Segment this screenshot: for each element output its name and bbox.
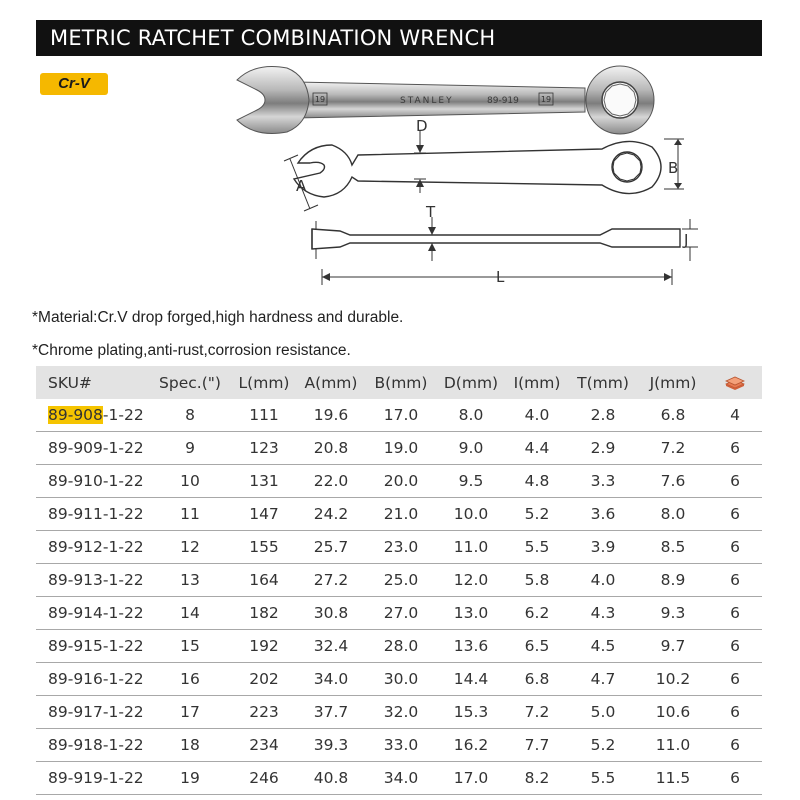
cell-d: 15.3 xyxy=(436,696,506,729)
cell-a: 22.0 xyxy=(296,465,366,498)
label-a: A xyxy=(296,177,307,195)
cell-j: 10.2 xyxy=(638,663,708,696)
table-row xyxy=(36,432,762,465)
cell-t: 4.7 xyxy=(568,663,638,696)
cell-t: 5.5 xyxy=(568,762,638,795)
col-header-i: I(mm) xyxy=(506,366,568,399)
table-row xyxy=(36,696,762,729)
cell-qty: 6 xyxy=(708,432,762,465)
sku-text: 89-910-1-22 xyxy=(48,472,144,490)
photo-size-right: 19 xyxy=(540,95,552,104)
cell-a: 37.7 xyxy=(296,696,366,729)
feature-notes xyxy=(32,304,403,370)
sku-text: 89-913-1-22 xyxy=(48,571,144,589)
label-j: J xyxy=(684,231,689,249)
sku-text: 89-909-1-22 xyxy=(48,439,144,457)
col-header-a: A(mm) xyxy=(296,366,366,399)
table-row xyxy=(36,399,762,432)
table-row xyxy=(36,564,762,597)
photo-size-left: 19 xyxy=(314,95,326,104)
table-header-row xyxy=(36,366,762,399)
cell-sku xyxy=(36,762,148,795)
cell-spec: 11 xyxy=(148,498,232,531)
col-header-qty xyxy=(708,366,762,399)
cell-b: 21.0 xyxy=(366,498,436,531)
cell-b: 32.0 xyxy=(366,696,436,729)
sku-highlight: 89-908 xyxy=(48,406,103,424)
cell-i: 6.5 xyxy=(506,630,568,663)
cell-qty: 6 xyxy=(708,498,762,531)
cell-b: 20.0 xyxy=(366,465,436,498)
cell-spec: 15 xyxy=(148,630,232,663)
cell-j: 8.9 xyxy=(638,564,708,597)
cell-j: 10.6 xyxy=(638,696,708,729)
cell-j: 7.2 xyxy=(638,432,708,465)
cell-a: 32.4 xyxy=(296,630,366,663)
label-b: B xyxy=(668,159,679,177)
sku-text: 89-914-1-22 xyxy=(48,604,144,622)
cell-i: 5.8 xyxy=(506,564,568,597)
cell-b: 25.0 xyxy=(366,564,436,597)
col-header-d: D(mm) xyxy=(436,366,506,399)
cell-b: 30.0 xyxy=(366,663,436,696)
cell-qty: 6 xyxy=(708,696,762,729)
cell-sku xyxy=(36,663,148,696)
cell-b: 33.0 xyxy=(366,729,436,762)
cell-j: 7.6 xyxy=(638,465,708,498)
cell-sku xyxy=(36,531,148,564)
col-header-sku: SKU# xyxy=(36,366,148,399)
sku-text: 89-915-1-22 xyxy=(48,637,144,655)
cell-i: 7.2 xyxy=(506,696,568,729)
cell-qty: 6 xyxy=(708,465,762,498)
cell-a: 24.2 xyxy=(296,498,366,531)
cell-sku xyxy=(36,465,148,498)
cell-qty: 6 xyxy=(708,630,762,663)
cell-d: 16.2 xyxy=(436,729,506,762)
cell-b: 17.0 xyxy=(366,399,436,432)
cell-spec: 17 xyxy=(148,696,232,729)
cell-a: 19.6 xyxy=(296,399,366,432)
cell-sku xyxy=(36,498,148,531)
cell-spec: 14 xyxy=(148,597,232,630)
col-header-l: L(mm) xyxy=(232,366,296,399)
col-header-spec: Spec.(") xyxy=(148,366,232,399)
spec-table xyxy=(36,366,762,795)
cell-j: 9.7 xyxy=(638,630,708,663)
table-row xyxy=(36,531,762,564)
cell-sku xyxy=(36,432,148,465)
dimension-diagram xyxy=(280,115,700,295)
cell-d: 11.0 xyxy=(436,531,506,564)
cell-l: 147 xyxy=(232,498,296,531)
cell-spec: 12 xyxy=(148,531,232,564)
cell-i: 4.8 xyxy=(506,465,568,498)
cell-t: 3.3 xyxy=(568,465,638,498)
cell-d: 13.0 xyxy=(436,597,506,630)
col-header-t: T(mm) xyxy=(568,366,638,399)
table-row xyxy=(36,465,762,498)
cell-qty: 6 xyxy=(708,729,762,762)
table-row xyxy=(36,630,762,663)
cell-qty: 6 xyxy=(708,531,762,564)
cell-l: 234 xyxy=(232,729,296,762)
cell-t: 4.3 xyxy=(568,597,638,630)
label-t: T xyxy=(426,203,436,221)
cell-i: 8.2 xyxy=(506,762,568,795)
cell-t: 3.6 xyxy=(568,498,638,531)
sku-text: 89-919-1-22 xyxy=(48,769,144,787)
cell-sku xyxy=(36,696,148,729)
cell-qty: 6 xyxy=(708,564,762,597)
cell-l: 123 xyxy=(232,432,296,465)
cell-a: 39.3 xyxy=(296,729,366,762)
note-material: *Material:Cr.V drop forged,high hardness and durable. xyxy=(32,309,404,326)
cell-j: 9.3 xyxy=(638,597,708,630)
cell-l: 131 xyxy=(232,465,296,498)
table-row xyxy=(36,729,762,762)
sku-text: 89-917-1-22 xyxy=(48,703,144,721)
cell-t: 2.9 xyxy=(568,432,638,465)
sku-text: 89-912-1-22 xyxy=(48,538,144,556)
photo-brand: STANLEY xyxy=(400,96,454,106)
cell-sku xyxy=(36,564,148,597)
cell-j: 11.0 xyxy=(638,729,708,762)
cell-i: 6.2 xyxy=(506,597,568,630)
cell-spec: 8 xyxy=(148,399,232,432)
cell-d: 17.0 xyxy=(436,762,506,795)
cell-l: 155 xyxy=(232,531,296,564)
cell-sku xyxy=(36,597,148,630)
cell-sku xyxy=(36,399,148,432)
sku-text: 89-918-1-22 xyxy=(48,736,144,754)
cell-t: 4.5 xyxy=(568,630,638,663)
cell-b: 19.0 xyxy=(366,432,436,465)
page-title: METRIC RATCHET COMBINATION WRENCH xyxy=(36,20,762,56)
cell-a: 27.2 xyxy=(296,564,366,597)
cell-a: 20.8 xyxy=(296,432,366,465)
stack-icon xyxy=(724,375,746,391)
cell-d: 9.0 xyxy=(436,432,506,465)
cell-l: 192 xyxy=(232,630,296,663)
cell-spec: 10 xyxy=(148,465,232,498)
cell-l: 182 xyxy=(232,597,296,630)
cell-b: 23.0 xyxy=(366,531,436,564)
cell-d: 9.5 xyxy=(436,465,506,498)
cell-t: 3.9 xyxy=(568,531,638,564)
cell-d: 12.0 xyxy=(436,564,506,597)
cell-d: 10.0 xyxy=(436,498,506,531)
cell-d: 8.0 xyxy=(436,399,506,432)
cell-b: 27.0 xyxy=(366,597,436,630)
cell-i: 5.2 xyxy=(506,498,568,531)
cell-spec: 19 xyxy=(148,762,232,795)
cell-i: 6.8 xyxy=(506,663,568,696)
table-row xyxy=(36,498,762,531)
cell-d: 13.6 xyxy=(436,630,506,663)
cell-sku xyxy=(36,630,148,663)
table-row xyxy=(36,597,762,630)
cell-qty: 6 xyxy=(708,597,762,630)
cell-i: 4.0 xyxy=(506,399,568,432)
cell-sku xyxy=(36,729,148,762)
cell-j: 6.8 xyxy=(638,399,708,432)
cell-j: 8.5 xyxy=(638,531,708,564)
cell-a: 34.0 xyxy=(296,663,366,696)
cell-qty: 4 xyxy=(708,399,762,432)
cell-l: 164 xyxy=(232,564,296,597)
cell-d: 14.4 xyxy=(436,663,506,696)
cell-l: 246 xyxy=(232,762,296,795)
cell-i: 7.7 xyxy=(506,729,568,762)
note-plating: *Chrome plating,anti-rust,corrosion resistance. xyxy=(32,342,351,359)
cell-t: 2.8 xyxy=(568,399,638,432)
sku-text: 89-916-1-22 xyxy=(48,670,144,688)
cell-l: 202 xyxy=(232,663,296,696)
table-row xyxy=(36,663,762,696)
cell-b: 34.0 xyxy=(366,762,436,795)
cell-qty: 6 xyxy=(708,762,762,795)
cell-qty: 6 xyxy=(708,663,762,696)
label-l: L xyxy=(496,268,505,286)
cell-spec: 16 xyxy=(148,663,232,696)
cell-spec: 18 xyxy=(148,729,232,762)
cell-t: 5.0 xyxy=(568,696,638,729)
cell-l: 223 xyxy=(232,696,296,729)
cell-a: 40.8 xyxy=(296,762,366,795)
sku-text: -1-22 xyxy=(102,406,144,424)
cell-spec: 13 xyxy=(148,564,232,597)
cell-t: 5.2 xyxy=(568,729,638,762)
material-badge: Cr-V xyxy=(40,73,108,95)
cell-j: 8.0 xyxy=(638,498,708,531)
photo-model: 89-919 xyxy=(487,96,519,106)
table-row xyxy=(36,762,762,795)
sku-text: 89-911-1-22 xyxy=(48,505,144,523)
cell-t: 4.0 xyxy=(568,564,638,597)
cell-spec: 9 xyxy=(148,432,232,465)
cell-l: 111 xyxy=(232,399,296,432)
col-header-j: J(mm) xyxy=(638,366,708,399)
cell-i: 4.4 xyxy=(506,432,568,465)
cell-a: 25.7 xyxy=(296,531,366,564)
cell-j: 11.5 xyxy=(638,762,708,795)
col-header-b: B(mm) xyxy=(366,366,436,399)
cell-i: 5.5 xyxy=(506,531,568,564)
label-d: D xyxy=(416,117,428,135)
cell-b: 28.0 xyxy=(366,630,436,663)
cell-a: 30.8 xyxy=(296,597,366,630)
